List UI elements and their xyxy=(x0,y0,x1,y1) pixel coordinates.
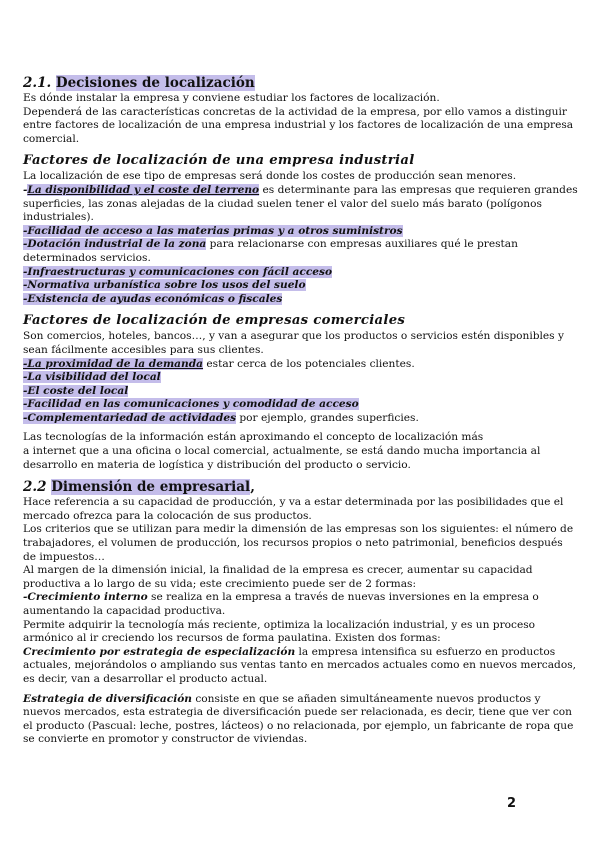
paragraph: Las tecnologías de la información están aproximando el concepto de localización más xyxy=(23,431,484,444)
paragraph: a internet que a una oficina o local comercial, actualmente, se está dando mucha importancia al desarrollo en materia de logística y distribución del producto o servicio. xyxy=(23,445,541,471)
paragraph: Crecimiento por estrategia de especialización la empresa intensifica su esfuerzo en productos actuales, mejorándolos o ampliando sus ventas tanto en mercados actuales como en nuevos mercados, es decir, van a desarrollar el producto actual. xyxy=(23,645,577,685)
paragraph: Los criterios que se utilizan para medir la dimensión de las empresas son los siguientes: el número de trabajadores, el volumen de producción, los recursos propios o neto patrimonial, beneficios después de impuestos… xyxy=(23,523,574,563)
commercial-factors-heading: Factores de localización de empresas comerciales xyxy=(23,313,406,329)
section-2-2-heading: 2.2 Dimensión de empresarial, xyxy=(23,479,255,496)
section-2-2-title: Dimensión de empresarial xyxy=(51,479,251,496)
paragraph: La localización de ese tipo de empresas será donde los costes de producción sean menores. xyxy=(23,170,517,183)
industrial-factors-heading: Factores de localización de una empresa industrial xyxy=(23,153,415,169)
list-item: -Facilidad en las comunicaciones y comodidad de acceso xyxy=(23,398,359,411)
paragraph: Son comercios, hoteles, bancos…, y van a asegurar que los productos o servicios estén disponibles y sean fácilmente accesibles para sus clientes. xyxy=(23,330,564,356)
list-item: -La proximidad de la demanda estar cerca de los potenciales clientes. xyxy=(23,357,415,370)
list-item: -Infraestructuras y comunicaciones con fácil acceso xyxy=(23,265,333,278)
section-2-1-title: Decisiones de localización xyxy=(55,75,255,91)
paragraph: Es dónde instalar la empresa y conviene estudiar los factores de localización. xyxy=(23,92,440,104)
list-item: -El coste del local xyxy=(23,384,129,397)
list-item: -Dotación industrial de la zona para relacionarse con empresas auxiliares qué le prestan determinados servicios. xyxy=(23,238,518,264)
paragraph: Permite adquirir la tecnología más reciente, optimiza la localización industrial, y es un proceso armónico al ir creciendo los recursos de forma paulatina. Existen dos formas: xyxy=(23,618,536,645)
paragraph: Al margen de la dimensión inicial, la finalidad de la empresa es crecer, aumentar su capacidad productiva a lo largo de su vida; este crecimiento puede ser de 2 formas: xyxy=(23,564,533,590)
paragraph: -Crecimiento interno se realiza en la empresa a través de nuevas inversiones en la empresa o aumentando la capacidad productiva. xyxy=(23,591,539,617)
section-2-1-heading: 2.1. Decisiones de localización xyxy=(23,75,255,91)
paragraph: Estrategia de diversificación consiste en que se añaden simultáneamente nuevos productos y nuevos mercados, esta estrategia de diversificación puede ser relacionada, es decir, tiene que ver con el producto (Pascual: leche, postres, lácteos) o no relacionada, por ejemplo, un fabricante de ropa que se convierte en promotor y constructor de viviendas. xyxy=(23,692,574,746)
paragraph: Hace referencia a su capacidad de producción, y va a estar determinada por las posibilidades que el mercado ofrezca para la colocación de sus productos. xyxy=(23,496,564,522)
paragraph: Dependerá de las características concretas de la actividad de la empresa, por ello vamos a distinguir entre factores de localización de una empresa industrial y los factores de localización de una empresa comercial. xyxy=(23,105,574,145)
list-item: -Facilidad de acceso a las materias primas y a otros suministros xyxy=(23,224,403,237)
list-item: -La disponibilidad y el coste del terreno es determinante para las empresas que requieren grandes superficies, las zonas alejadas de la ciudad suelen tener el valor del suelo más barato (polígonos industriales). xyxy=(23,183,578,224)
list-item: -La visibilidad del local xyxy=(23,371,161,384)
list-item: -Existencia de ayudas económicas o fiscales xyxy=(23,292,283,305)
document-page xyxy=(23,74,579,747)
list-item: -Complementariedad de actividades por ejemplo, grandes superficies. xyxy=(23,411,419,424)
list-item: -Normativa urbanística sobre los usos del suelo xyxy=(23,279,306,292)
page-number: 2 xyxy=(507,796,517,811)
